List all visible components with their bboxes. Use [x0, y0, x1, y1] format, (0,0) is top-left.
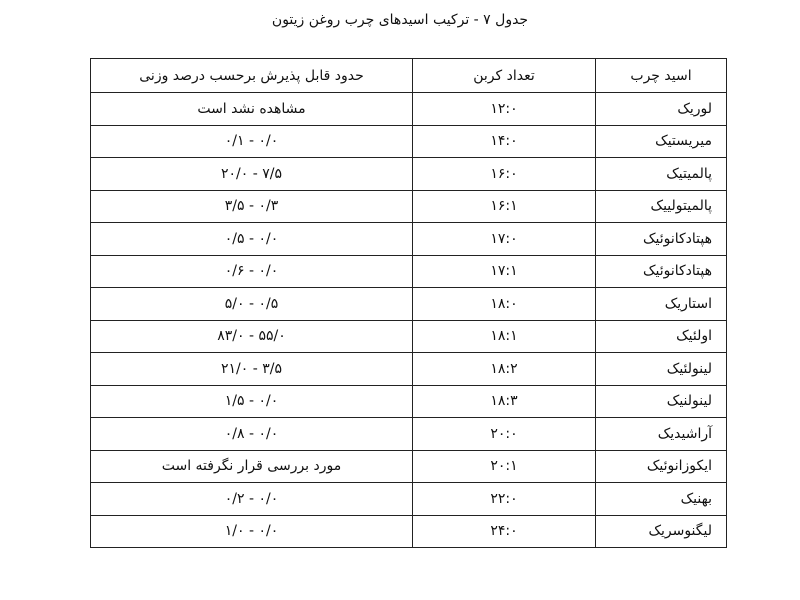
cell-carbon: ۱۷:۰: [413, 223, 596, 256]
cell-acid: بهنیک: [596, 483, 727, 516]
cell-limit: ۷/۵ - ۲۰/۰: [91, 158, 413, 191]
cell-carbon: ۲۴:۰: [413, 515, 596, 548]
cell-acid: استاریک: [596, 288, 727, 321]
table-row: [91, 93, 727, 126]
cell-acid: لینولئیک: [596, 353, 727, 386]
cell-limit: ۰/۵ - ۵/۰: [91, 288, 413, 321]
cell-acid: لوریک: [596, 93, 727, 126]
cell-carbon: ۱۸:۰: [413, 288, 596, 321]
cell-limit: ۵۵/۰ - ۸۳/۰: [91, 320, 413, 353]
cell-limit: ۰/۰ - ۰/۵: [91, 223, 413, 256]
cell-carbon: ۱۷:۱: [413, 255, 596, 288]
header-limit: حدود قابل پذیرش برحسب درصد وزنی: [91, 59, 413, 93]
table-row: [91, 125, 727, 158]
table-row: [91, 223, 727, 256]
cell-limit: ۰/۰ - ۰/۲: [91, 483, 413, 516]
header-row: [91, 59, 727, 93]
header-carbon: تعداد کربن: [413, 59, 596, 93]
cell-limit: ۰/۰ - ۱/۰: [91, 515, 413, 548]
cell-acid: پالمیتولییک: [596, 190, 727, 223]
table-row: [91, 320, 727, 353]
table-row: [91, 158, 727, 191]
table-row: [91, 483, 727, 516]
cell-carbon: ۱۸:۲: [413, 353, 596, 386]
cell-acid: لیگنوسریک: [596, 515, 727, 548]
cell-carbon: ۲۰:۰: [413, 418, 596, 451]
cell-limit: ۳/۵ - ۲۱/۰: [91, 353, 413, 386]
table-row: [91, 418, 727, 451]
cell-carbon: ۲۰:۱: [413, 450, 596, 483]
cell-carbon: ۲۲:۰: [413, 483, 596, 516]
cell-limit: ۰/۰ - ۰/۶: [91, 255, 413, 288]
cell-acid: هپتادکانوئیک: [596, 223, 727, 256]
cell-acid: آراشیدیک: [596, 418, 727, 451]
cell-carbon: ۱۶:۰: [413, 158, 596, 191]
cell-limit: ۰/۳ - ۳/۵: [91, 190, 413, 223]
table-row: [91, 450, 727, 483]
cell-limit: مشاهده نشد است: [91, 93, 413, 126]
table-row: [91, 190, 727, 223]
cell-limit: مورد بررسی قرار نگرفته است: [91, 450, 413, 483]
table-row: [91, 255, 727, 288]
cell-acid: لینولنیک: [596, 385, 727, 418]
header-acid: اسید چرب: [596, 59, 727, 93]
table-caption: جدول ۷ - ترکیب اسیدهای چرب روغن زیتون: [271, 12, 529, 28]
table-row: [91, 353, 727, 386]
cell-carbon: ۱۴:۰: [413, 125, 596, 158]
cell-carbon: ۱۶:۱: [413, 190, 596, 223]
cell-acid: اولئیک: [596, 320, 727, 353]
cell-acid: پالمیتیک: [596, 158, 727, 191]
cell-acid: هپتادکانوئیک: [596, 255, 727, 288]
cell-carbon: ۱۲:۰: [413, 93, 596, 126]
cell-acid: ایکوزانوئیک: [596, 450, 727, 483]
table-row: [91, 288, 727, 321]
cell-carbon: ۱۸:۱: [413, 320, 596, 353]
cell-carbon: ۱۸:۳: [413, 385, 596, 418]
fatty-acid-table: [90, 58, 727, 548]
table-row: [91, 515, 727, 548]
cell-acid: میریستیک: [596, 125, 727, 158]
cell-limit: ۰/۰ - ۰/۸: [91, 418, 413, 451]
table-row: [91, 385, 727, 418]
cell-limit: ۰/۰ - ۰/۱: [91, 125, 413, 158]
cell-limit: ۰/۰ - ۱/۵: [91, 385, 413, 418]
